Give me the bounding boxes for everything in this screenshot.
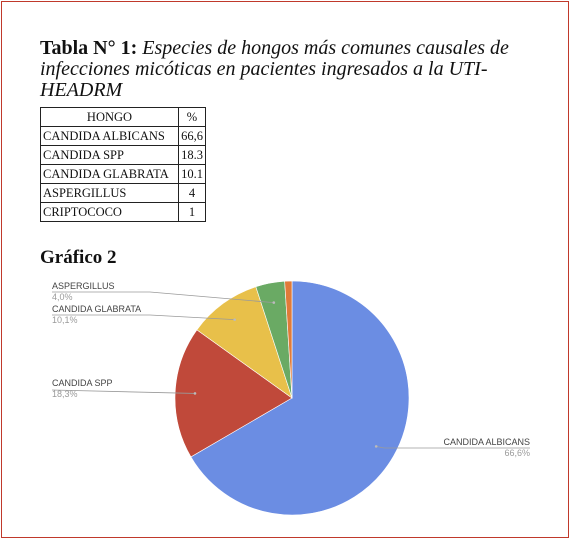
header-percent: %	[179, 108, 206, 127]
leader-candida-spp-dot	[194, 392, 197, 395]
slice-label-aspergillus: ASPERGILLUS	[52, 281, 115, 291]
cell-hongo: CANDIDA ALBICANS	[41, 127, 179, 146]
cell-hongo: ASPERGILLUS	[41, 184, 179, 203]
slice-pct-aspergillus: 4,0%	[52, 292, 73, 302]
slice-pct-candida-spp: 18,3%	[52, 389, 78, 399]
chart-title: Gráfico 2	[40, 247, 117, 268]
cell-percent: 10.1	[179, 165, 206, 184]
slice-label-candida-spp: CANDIDA SPP	[52, 378, 113, 388]
slice-label-candida-albicans: CANDIDA ALBICANS	[443, 437, 530, 447]
cell-hongo: CRIPTOCOCO	[41, 203, 179, 222]
leader-candida-albicans-dot	[375, 445, 378, 448]
slice-label-candida-glabrata: CANDIDA GLABRATA	[52, 304, 142, 314]
cell-percent: 18.3	[179, 146, 206, 165]
leader-aspergillus-dot	[273, 301, 276, 304]
caption-lead: Tabla N° 1:	[40, 37, 138, 59]
header-hongo: HONGO	[41, 108, 179, 127]
cell-percent: 1	[179, 203, 206, 222]
caption-body: Especies de hongos más comunes causales de infecciones micóticas en pacientes ingresados a la UTI-HEADRM	[40, 37, 509, 101]
cell-hongo: CANDIDA GLABRATA	[41, 165, 179, 184]
pie-slices	[175, 281, 409, 515]
slice-pct-candida-albicans: 66,6%	[504, 448, 530, 458]
cell-hongo: CANDIDA SPP	[41, 146, 179, 165]
cell-percent: 4	[179, 184, 206, 203]
cell-percent: 66,6	[179, 127, 206, 146]
slice-pct-candida-glabrata: 10,1%	[52, 315, 78, 325]
leader-candida-glabrata-dot	[233, 318, 236, 321]
